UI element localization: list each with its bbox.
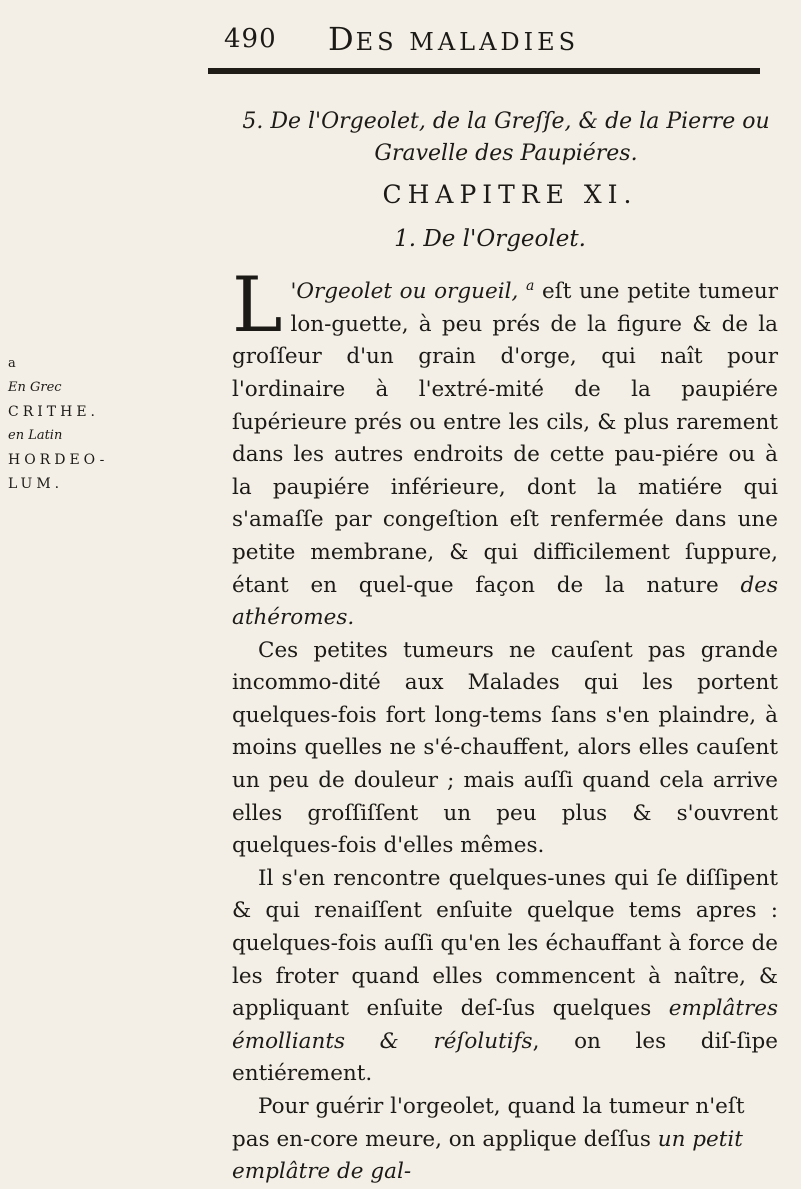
- italic-term: emplâtres émolliants & réſolutifs: [232, 996, 778, 1054]
- paragraph-text: eſt une petite tumeur lon-guette, à peu prés de la figure & de la groſſeur d'un grain d'orge, qui naît pour l'ordinaire à l'extré-mité de la paupiére ſupérieure prés ou entre les cils, & plus rarement dans les autres endroits de cette pau-piére ou à la paupiére inférieure, dont la matiére qui s'amaſſe par congeſtion eſt renfermée dans une petite membrane, & qui difficilement ſuppure, étant en quel-que façon de la nature: [232, 279, 778, 598]
- margin-note-line: LUM.: [8, 476, 64, 492]
- margin-note-line: En Grec: [8, 380, 62, 395]
- italic-term: un petit emplâtre de gal-: [232, 1126, 743, 1185]
- footnote-marker: a: [526, 278, 535, 294]
- header-rule: [208, 68, 760, 74]
- body-text: [232, 260, 778, 1189]
- chapter-title: CHAPITRE XI.: [382, 180, 638, 209]
- running-head-initial: D: [328, 20, 356, 58]
- margin-note-line: en Latin: [8, 428, 63, 443]
- paragraph: Ces petites tumeurs ne cauſent pas grande incommo-dité aux Malades qui les portent quelques-fois fort long-tems ſans s'en plaindre, à moins quelles ne s'é-chauffent, alors elles cauſent un peu de douleur ; mais auſſi quand cela arrive elles groſſiſſent un peu plus & s'ouvrent quelques-fois d'elles mêmes.: [232, 637, 778, 859]
- paragraph-text: , on les diſ-ſipe entiérement.: [232, 1028, 778, 1087]
- margin-note-line: CRITHE.: [8, 404, 99, 420]
- paragraph: [232, 260, 778, 635]
- paragraph-text: Pour guérir l'orgeolet, quand la tumeur n'eſt pas en-core meure, on applique deſſus: [232, 1094, 745, 1152]
- margin-note-line: HORDEO-: [8, 452, 109, 468]
- page-number: 490: [224, 24, 277, 54]
- italic-term: des athéromes.: [232, 572, 778, 631]
- running-head: [328, 20, 579, 58]
- paragraph-text: Il s'en rencontre quelques-unes qui ſe diſſipent & qui renaiſſent enſuite quelque tems apres : quelques-fois auſſi qu'en les échauffant à force de les froter quand elles commencent à naître, & appliquant enſuite deſ-ſus quelques: [232, 865, 778, 1022]
- margin-note-marker: a: [8, 356, 16, 371]
- section-title: 1. De l'Orgeolet.: [394, 226, 586, 252]
- drop-cap: L: [232, 260, 283, 349]
- running-head-text: ES MALADIES: [355, 28, 580, 56]
- margin-note: [8, 352, 120, 496]
- paragraph: [232, 863, 778, 1091]
- italic-term: 'Orgeolet ou orgueil,: [290, 279, 519, 305]
- section-sub-heading: 5. De l'Orgeolet, de la Greſſe, & de la Pierre ou Gravelle des Paupiéres.: [242, 109, 770, 166]
- paragraph: [232, 1091, 778, 1189]
